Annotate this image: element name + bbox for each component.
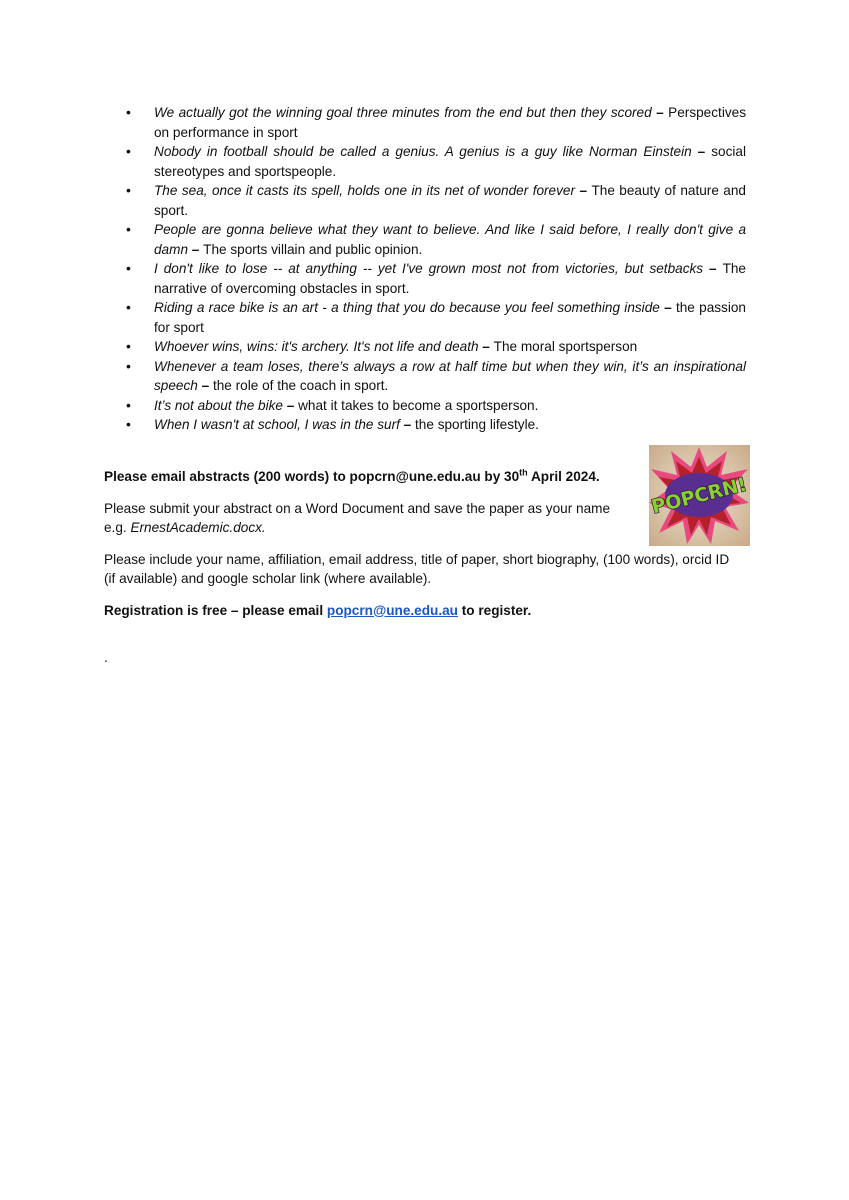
theme-list xyxy=(104,103,746,435)
trailing-dot: . xyxy=(104,650,108,665)
theme-topic: the passion for sport xyxy=(154,300,746,335)
theme-quote: Whenever a team loses, there’s always a row at half time but when they win, it’s an inspirational speech xyxy=(154,358,746,393)
list-item: • Whoever wins, wins: it's archery. It's not life and death – The moral sportsperson xyxy=(104,337,746,357)
deadline-line: Please email abstracts (200 words) to popcrn@une.edu.au by 30th April 2024. xyxy=(104,467,600,484)
theme-quote: The sea, once it casts its spell, holds one in its net of wonder forever xyxy=(154,183,576,198)
example-filename: ErnestAcademic.docx. xyxy=(130,520,266,535)
theme-topic: social stereotypes and sportspeople. xyxy=(154,144,746,179)
theme-quote: Whoever wins, wins: it's archery. It's not life and death xyxy=(154,339,479,354)
theme-quote: We actually got the winning goal three minutes from the end but then they scored xyxy=(154,105,652,120)
theme-topic: the sporting lifestyle. xyxy=(415,417,539,432)
theme-topic: The sports villain and public opinion. xyxy=(203,241,423,257)
list-item: • Whenever a team loses, there’s always a row at half time but when they win, it’s an inspirational speech – the role of the coach in sport. xyxy=(104,357,746,396)
list-item: • I don't like to lose -- at anything -- yet I've grown most not from victories, but setbacks – The narrative of overcoming obstacles in sport. xyxy=(104,259,746,298)
register-email-link[interactable]: popcrn@une.edu.au xyxy=(326,602,458,618)
theme-quote: It’s not about the bike xyxy=(154,397,283,413)
include-instruction: Please include your name, affiliation, email address, title of paper, short biography, (100 words), orcid ID (if available) and google scholar link (where available). xyxy=(104,551,730,586)
theme-quote: Nobody in football should be called a genius. A genius is a guy like Norman Einstein xyxy=(154,144,692,159)
theme-topic: Perspectives on performance in sport xyxy=(154,105,746,140)
theme-quote: When I wasn't at school, I was in the surf xyxy=(154,417,400,432)
list-item: • The sea, once it casts its spell, holds one in its net of wonder forever – The beauty of nature and sport. xyxy=(104,181,746,220)
list-item: • Riding a race bike is an art - a thing that you do because you feel something inside – the passion for sport xyxy=(104,298,746,337)
list-item: • People are gonna believe what they want to believe. And like I said before, I really don't give a damn – The sports villain and public opinion. xyxy=(104,220,746,259)
word-doc-instruction: Please submit your abstract on a Word Document and save the paper as your name e.g. ErnestAcademic.docx. xyxy=(104,500,611,535)
theme-topic: The narrative of overcoming obstacles in sport. xyxy=(154,261,746,296)
list-item: • When I wasn't at school, I was in the surf – the sporting lifestyle. xyxy=(104,415,746,435)
theme-quote: I don't like to lose -- at anything -- yet I've grown most not from victories, but setbacks xyxy=(154,261,704,276)
theme-topic: The moral sportsperson xyxy=(493,339,638,354)
list-item: • It’s not about the bike – what it takes to become a sportsperson. xyxy=(104,396,746,416)
list-item: • We actually got the winning goal three minutes from the end but then they scored – Perspectives on performance in sport xyxy=(104,103,746,142)
submission-section xyxy=(104,467,749,632)
theme-topic: what it takes to become a sportsperson. xyxy=(298,397,539,413)
registration-line: Registration is free – please email popcrn@une.edu.au to register. xyxy=(104,602,532,618)
theme-quote: Riding a race bike is an art - a thing that you do because you feel something inside xyxy=(154,300,660,315)
theme-quote: People are gonna believe what they want to believe. And like I said before, I really don't give a damn xyxy=(154,222,746,257)
theme-topic: the role of the coach in sport. xyxy=(212,378,389,393)
theme-topic: The beauty of nature and sport. xyxy=(154,183,746,218)
logo-text: POPCRN! xyxy=(649,473,750,519)
list-item: • Nobody in football should be called a genius. A genius is a guy like Norman Einstein – social stereotypes and sportspeople. xyxy=(104,142,746,181)
